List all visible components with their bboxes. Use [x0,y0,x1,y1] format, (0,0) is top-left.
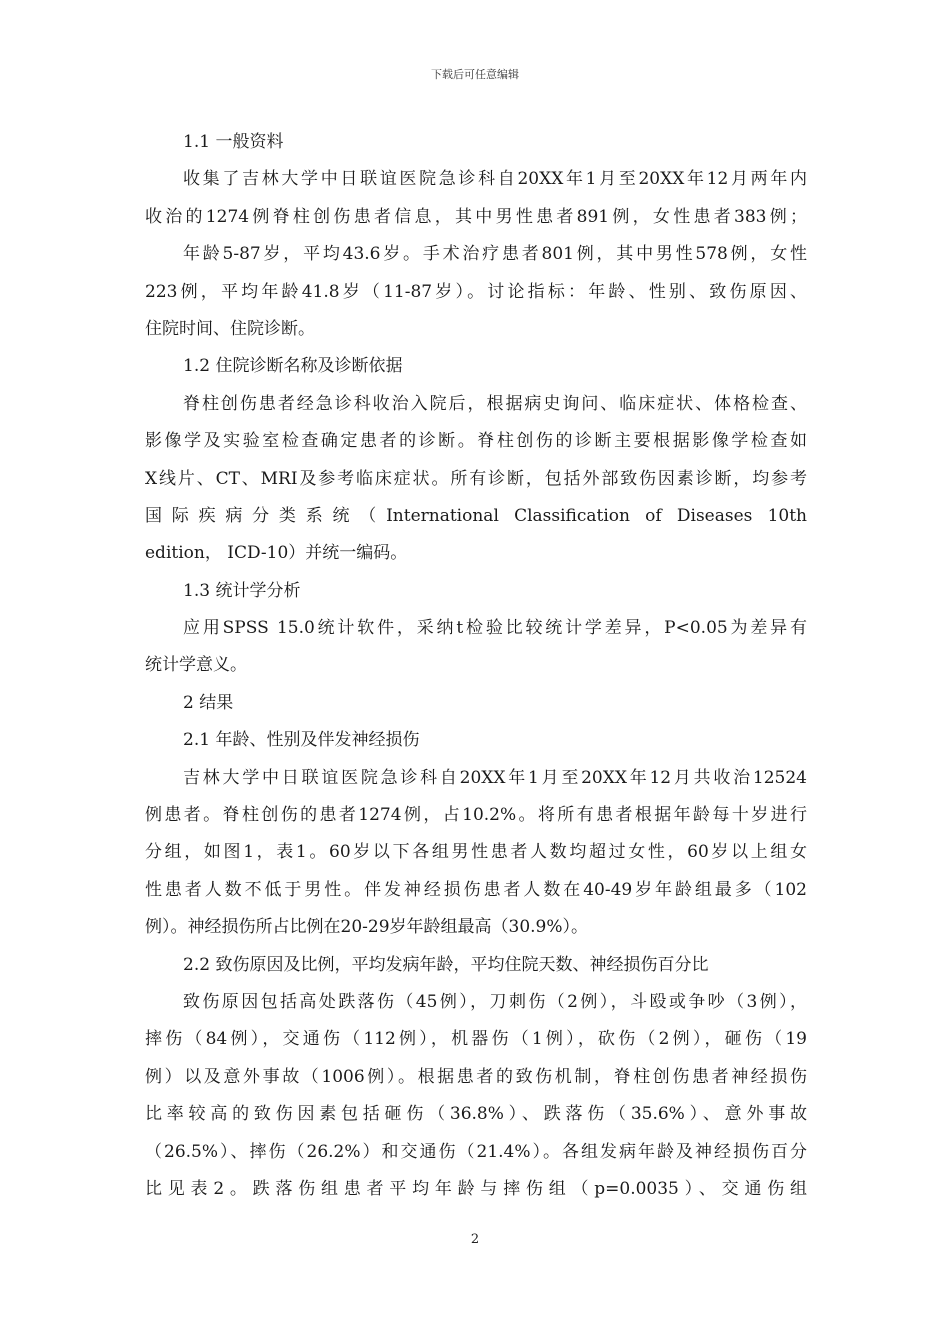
paragraph-line: 分组，如图1，表1。60岁以下各组男性患者人数均超过女性，60岁以上组女 [145,842,807,863]
paragraph-line: 例）。神经损伤所占比例在20-29岁年龄组最高（30.9%）。 [145,917,589,938]
paragraph-line: 脊柱创伤患者经急诊科收治入院后，根据病史询问、临床症状、体格检查、 [183,393,807,414]
paragraph-line: 223例，平均年龄41.8岁（11-87岁）。讨论指标：年龄、性别、致伤原因、 [145,281,807,302]
paragraph-line: 收治的1274例脊柱创伤患者信息，其中男性患者891例，女性患者383例； [145,206,807,227]
paragraph-line: 例）以及意外事故（1006例）。根据患者的致伤机制，脊柱创伤患者神经损伤 [145,1066,807,1087]
paragraph-line: 性患者人数不低于男性。伴发神经损伤患者人数在40-49岁年龄组最多（102 [145,879,807,900]
paragraph-line: 住院时间、住院诊断。 [145,318,315,339]
paragraph-line: 吉林大学中日联谊医院急诊科自20XX年1月至20XX年12月共收治12524 [183,767,807,788]
paragraph-line: 影像学及实验室检查确定患者的诊断。脊柱创伤的诊断主要根据影像学检查如 [145,431,807,452]
section-heading-1-3: 1.3 统计学分析 [183,580,301,601]
paragraph-line: 国际疾病分类系统（International Classification of Diseases 10th [145,505,807,526]
paragraph-line: 收集了吉林大学中日联谊医院急诊科自20XX年1月至20XX年12月两年内 [183,169,807,190]
section-heading-2-2: 2.2 致伤原因及比例，平均发病年龄，平均住院天数、神经损伤百分比 [183,954,709,975]
page-header: 下载后可任意编辑 [431,68,519,81]
paragraph-line: 年龄5-87岁，平均43.6岁。手术治疗患者801例，其中男性578例，女性 [183,244,807,265]
paragraph-line: 统计学意义。 [145,655,247,676]
section-heading-1-1: 1.1 一般资料 [183,132,284,152]
page-number: 2 [470,1232,480,1247]
paragraph-line: 致伤原因包括高处跌落伤（45例），刀刺伤（2例），斗殴或争吵（3例）， [183,991,807,1012]
paragraph-line: （26.5%）、摔伤（26.2%）和交通伤（21.4%）。各组发病年龄及神经损伤百分 [145,1141,807,1162]
paragraph-line: 摔伤（84例），交通伤（112例），机器伤（1例），砍伤（2例），砸伤（19 [145,1029,807,1050]
paragraph-line: 应用SPSS 15.0统计软件，采纳t检验比较统计学差异，P<0.05为差异有 [183,618,807,639]
paragraph-line: 例患者。脊柱创伤的患者1274例，占10.2%。将所有患者根据年龄每十岁进行 [145,805,807,826]
paragraph-line: edition， ICD-10）并统一编码。 [145,543,408,564]
section-heading-1-2: 1.2 住院诊断名称及诊断依据 [183,356,403,377]
paragraph-line: 比率较高的致伤因素包括砸伤（36.8%）、跌落伤（35.6%）、意外事故 [145,1104,807,1125]
section-heading-2: 2 结果 [183,692,234,713]
document-body [145,124,807,1208]
section-heading-2-1: 2.1 年龄、性别及伴发神经损伤 [183,730,420,751]
paragraph-line: X线片、CT、MRI及参考临床症状。所有诊断，包括外部致伤因素诊断，均参考 [145,468,807,489]
paragraph-line: 比见表2。跌落伤组患者平均年龄与摔伤组（p=0.0035）、交通伤组 [145,1178,807,1199]
